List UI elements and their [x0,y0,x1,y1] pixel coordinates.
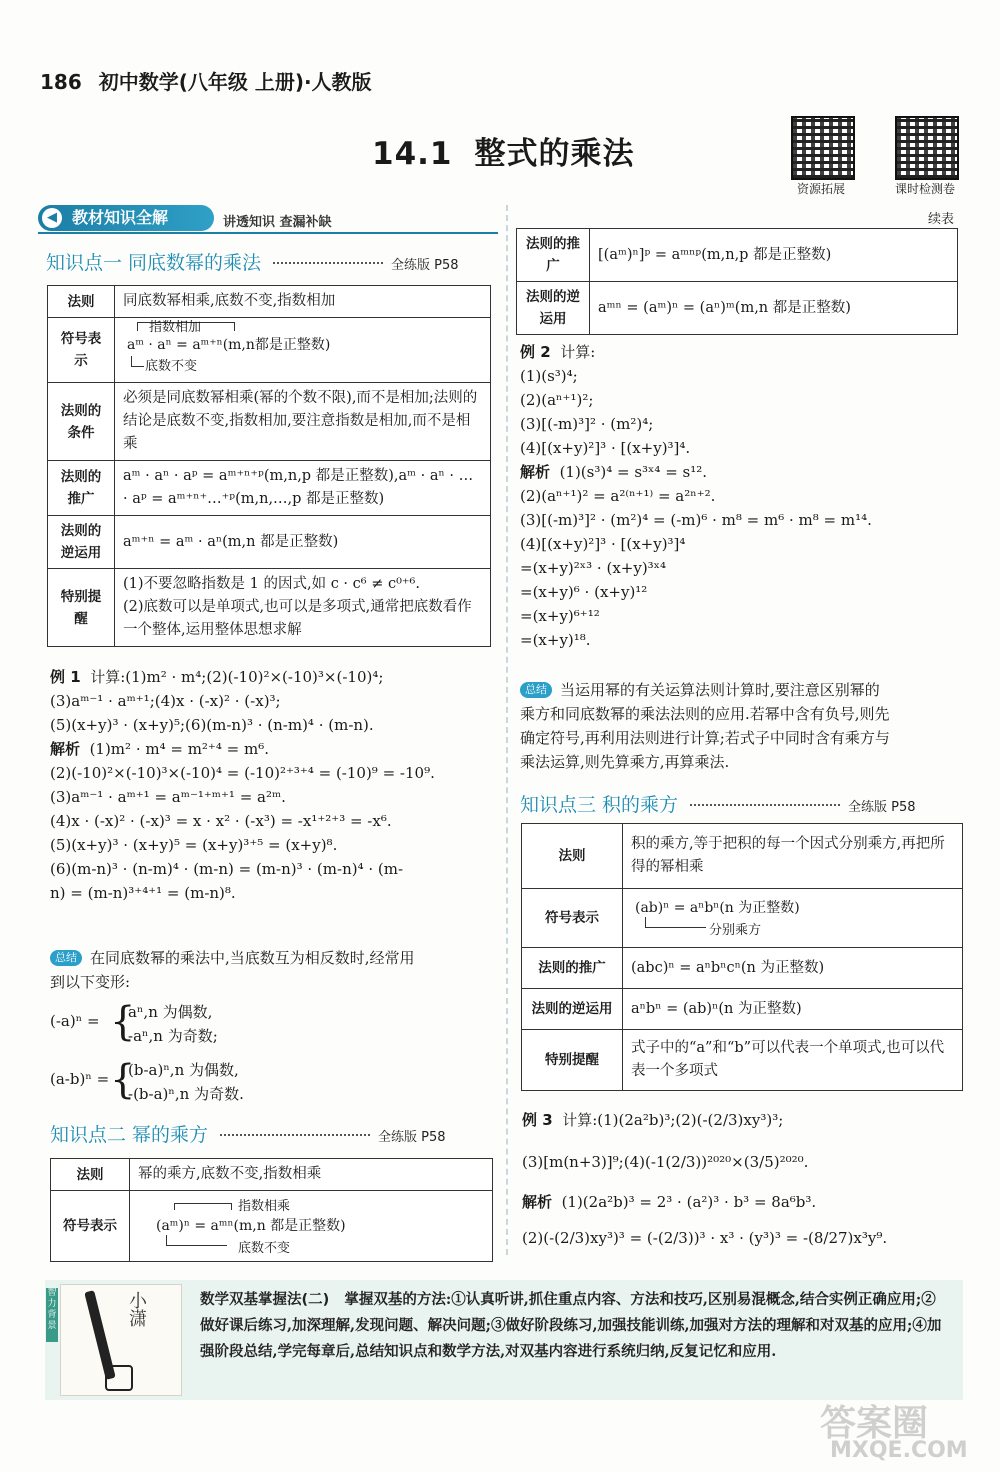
example-line: (4)[(x+y)²]³ · [(x+y)³]⁴. [520,439,691,457]
kp2-heading [50,1120,500,1147]
annotation-bottom: 分别乘方 [709,923,762,938]
column-divider [506,205,508,1255]
solution-label: 解析 [522,1193,553,1211]
example-line: 计算: [560,343,596,361]
solution-line: =(x+y)⁶ · (x+y)¹² [520,583,648,601]
side-tag: 智力背景 [46,1288,58,1342]
solution-line: =(x+y)²ˣ³ · (x+y)³ˣ⁴ [520,559,667,577]
table-row [48,516,491,569]
reminder-1: (1)不要忽略指数是 1 的因式,如 c · c⁶ ≠ c⁰⁺⁶. [123,576,420,592]
table-row [48,318,491,383]
row-content: 同底数幂相乘,底数不变,指数相加 [115,286,491,318]
example-label: 例 3 [522,1111,553,1129]
watermark-url: MXQE.COM [830,1438,968,1463]
table-row [51,1191,493,1262]
summary-text: 乘法运算,则先算乘方,再算乘法. [520,753,730,771]
section-name: 整式的乘法 [474,136,635,172]
table-row [522,889,963,948]
table-row [517,282,958,335]
kp1-table [47,285,491,647]
solution-line: n) = (m-n)³⁺⁴⁺¹ = (m-n)⁸. [50,884,236,902]
kp3-title: 知识点三 积的乘方 [520,794,679,816]
reminder-2: (2)底数可以是单项式,也可以是多项式,通常把底数看作一个整体,运用整体思想求解 [123,599,472,638]
formula: aᵐ · aⁿ = aᵐ⁺ⁿ(m,n都是正整数) [127,337,331,353]
table-row [517,229,958,282]
example-line: (2)(aⁿ⁺¹)²; [520,391,594,409]
kp1-heading [46,248,496,275]
table-row [48,569,491,647]
annotation-top: 指数相乘 [238,1199,291,1214]
example-3 [522,1100,967,1256]
formula-case: -(b-a)ⁿ,n 为奇数. [128,1085,244,1103]
summary-badge: 总结 [520,682,552,698]
solution-line: (6)(m-n)³ · (n-m)⁴ · (m-n) = (m-n)³ · (m-n)⁴ · (m- [50,860,404,878]
formula: (ab)ⁿ = aⁿbⁿ(n 为正整数) [635,900,800,916]
example-line: (3)[(-m)³]² · (m²)⁴; [520,415,654,433]
row-content [115,569,491,647]
continued-label: 续表 [928,212,955,227]
qr-code-icon[interactable] [791,116,855,180]
row-header: 法则的推广 [522,948,623,989]
solution-line: (3)aᵐ⁻¹ · aᵐ⁺¹ = aᵐ⁻¹⁺ᵐ⁺¹ = a²ᵐ. [50,788,286,806]
example-1 [50,665,500,905]
continued-table [516,228,958,335]
summary-text: 在同底数幂的乘法中,当底数互为相反数时,经常用 [90,949,415,967]
qr-caption: 课时检测卷 [894,182,955,196]
solution-line: (2)(aⁿ⁺¹)² = a²⁽ⁿ⁺¹⁾ = a²ⁿ⁺². [520,487,716,505]
row-content: aⁿbⁿ = (ab)ⁿ(n 为正整数) [623,989,963,1030]
row-content: 积的乘方,等于把积的每一个因式分别乘方,再把所得的幂相乘 [623,824,963,889]
banner-rule [38,232,498,234]
solution-line: (1)(2a²b)³ = 2³ · (a²)³ · b³ = 8a⁶b³. [561,1193,817,1211]
formula-lhs: (-a)ⁿ = [50,1012,100,1030]
section-banner [38,205,214,231]
row-content: 必须是同底数幂相乘(幂的个数不限),而不是相加;法则的结论是底数不变,指数相加,要注意指数是相加,而不是相乘 [115,383,491,461]
symbol-cell [130,1191,493,1262]
solution-line: (5)(x+y)³ · (x+y)⁵ = (x+y)³⁺⁵ = (x+y)⁸. [50,836,338,854]
solution-label: 解析 [520,463,551,481]
solution-line: (1)m² · m⁴ = m²⁺⁴ = m⁶. [89,740,269,758]
solution-line: =(x+y)¹⁸. [520,631,591,649]
row-content: 幂的乘方,底数不变,指数相乘 [130,1159,493,1191]
table-row [522,1030,963,1091]
formula-case: -aⁿ,n 为奇数; [128,1027,218,1045]
formula-lhs: (a-b)ⁿ = [50,1070,110,1088]
table-row [51,1159,493,1191]
row-header: 特别提醒 [48,569,115,647]
banner-label: 教材知识全解 [72,208,169,227]
solution-line: (4)[(x+y)²]³ · [(x+y)³]⁴ [520,535,686,553]
table-row [48,383,491,461]
row-header: 法则 [522,824,623,889]
solution-label: 解析 [50,740,81,758]
banner-subtitle: 讲透知识 查漏补缺 [223,215,332,230]
section-number: 14.1 [372,136,453,172]
row-header: 法则的推广 [517,229,590,282]
solution-line: =(x+y)⁶⁺¹² [520,607,600,625]
example-line: (3)[m(n+3)]⁹;(4)(-1(2/3))²⁰²⁰×(3/5)²⁰²⁰. [522,1153,809,1171]
formula: (aᵐ)ⁿ = aᵐⁿ(m,n 都是正整数) [156,1218,346,1234]
tip-body: 掌握双基的方法:①认真听讲,抓住重点内容、方法和技巧,区别易混概念,结合实例正确应用;②做好课后练习,加深理解,发现问题、解决问题;③做好阶段练习,加强技能训练,加强对方法的理解和对双基的应用;④加强阶段总结,学完每章后,总结知识点和数学方法,对双基内容进行系统归纳,反复记忆和应用. [200,1291,942,1360]
row-header: 法则的逆运用 [522,989,623,1030]
formula-case-2: (a-b)ⁿ = { (b-a)ⁿ,n 为偶数, -(b-a)ⁿ,n 为奇数. [50,1056,500,1110]
solution-line: (2)(-10)²×(-10)³×(-10)⁴ = (-10)²⁺³⁺⁴ = (-10)⁹ = -10⁹. [50,764,435,782]
row-header: 法则 [48,286,115,318]
solution-line: (2)(-(2/3)xy³)³ = (-(2/3))³ · x³ · (y³)³ = -(8/27)x³y⁹. [522,1229,888,1247]
example-label: 例 1 [50,668,81,686]
solution-line: (3)[(-m)³]² · (m²)⁴ = (-m)⁶ · m⁸ = m⁶ · m⁸ = m¹⁴. [520,511,872,529]
kp3-heading [520,790,965,817]
row-header: 符号表示 [51,1191,130,1262]
row-content: 式子中的“a”和“b”可以代表一个单项式,也可以代表一个多项式 [623,1030,963,1091]
kp2-table [50,1158,493,1262]
illustration-text: 小潇 [126,1291,147,1327]
annotation-top: 指数相加 [149,320,202,335]
kp3-table [521,823,963,1091]
example-label: 例 2 [520,343,551,361]
page-number: 186 [40,70,82,94]
row-header: 法则的条件 [48,383,115,461]
qr-caption: 资源拓展 [796,182,845,196]
summary-text: 乘方和同底数幂的乘法法则的应用.若幂中含有负号,则先 [520,705,890,723]
example-line: (1)(s³)⁴; [520,367,578,385]
annotation-bottom: 底数不变 [145,359,198,374]
example-2 [520,340,960,652]
symbol-cell [623,889,963,948]
tip-title: 数学双基掌握法(二) [200,1292,330,1308]
qr-code-icon[interactable] [895,116,959,180]
table-row [522,948,963,989]
book-title: 初中数学(八年级 上册)·人教版 [98,70,372,94]
summary-1 [50,946,500,1110]
symbol-cell [115,318,491,383]
running-header [40,66,372,95]
example-line: (5)(x+y)³ · (x+y)⁵;(6)(m-n)³ · (n-m)⁴ · (m-n). [50,716,374,734]
qr-code-quiz[interactable] [880,116,970,197]
section-title [372,128,635,173]
kp1-title: 知识点一 同底数幂的乘法 [46,252,262,274]
speaker-icon: ◀ [42,208,62,228]
summary-text: 确定符号,再利用法则进行计算;若式子中同时含有乘方与 [520,729,890,747]
row-content: (abc)ⁿ = aⁿbⁿcⁿ(n 为正整数) [623,948,963,989]
watermark-logo: 答案圈 [820,1403,929,1444]
annotation-bottom: 底数不变 [238,1241,291,1256]
example-line: 计算:(1)m² · m⁴;(2)(-10)²×(-10)³×(-10)⁴; [90,668,384,686]
kp2-ref: 全练版 P58 [378,1130,446,1145]
kp2-title: 知识点二 幂的乘方 [50,1124,209,1146]
solution-line: (1)(s³)⁴ = s³ˣ⁴ = s¹². [559,463,708,481]
table-row [522,989,963,1030]
row-header: 法则 [51,1159,130,1191]
row-content: aᵐ⁺ⁿ = aᵐ · aⁿ(m,n 都是正整数) [115,516,491,569]
formula-case: aⁿ,n 为偶数, [128,1003,213,1021]
row-header: 符号表示 [522,889,623,948]
tip-text [200,1287,950,1365]
row-header: 法则的推广 [48,461,115,516]
qr-code-resources[interactable] [776,116,866,197]
summary-badge: 总结 [50,950,82,966]
formula-case-1: (-a)ⁿ = { aⁿ,n 为偶数, -aⁿ,n 为奇数; [50,998,500,1052]
summary-text: 到以下变形: [50,973,131,991]
formula-case: (b-a)ⁿ,n 为偶数, [128,1061,239,1079]
example-line: (3)aᵐ⁻¹ · aᵐ⁺¹;(4)x · (-x)² · (-x)³; [50,692,281,710]
solution-line: (4)x · (-x)² · (-x)³ = x · x² · (-x³) = -x¹⁺²⁺³ = -x⁶. [50,812,392,830]
row-content: [(aᵐ)ⁿ]ᵖ = aᵐⁿᵖ(m,n,p 都是正整数) [590,229,958,282]
row-header: 符号表示 [48,318,115,383]
row-header: 特别提醒 [522,1030,623,1091]
table-row [48,461,491,516]
kp1-ref: 全练版 P58 [391,258,459,273]
summary-2 [520,678,965,774]
row-header: 法则的逆运用 [517,282,590,335]
summary-text: 当运用幂的有关运算法则计算时,要注意区别幂的 [560,681,880,699]
table-row [522,824,963,889]
pen-illustration [60,1284,182,1396]
row-header: 法则的逆运用 [48,516,115,569]
example-line: 计算:(1)(2a²b)³;(2)(-(2/3)xy³)³; [562,1111,784,1129]
kp3-ref: 全练版 P58 [848,800,916,815]
table-row [48,286,491,318]
row-content: aᵐ · aⁿ · aᵖ = aᵐ⁺ⁿ⁺ᵖ(m,n,p 都是正整数),aᵐ · aⁿ · … · aᵖ = aᵐ⁺ⁿ⁺…⁺ᵖ(m,n,…,p 都是正整数) [115,461,491,516]
row-content: aᵐⁿ = (aᵐ)ⁿ = (aⁿ)ᵐ(m,n 都是正整数) [590,282,958,335]
